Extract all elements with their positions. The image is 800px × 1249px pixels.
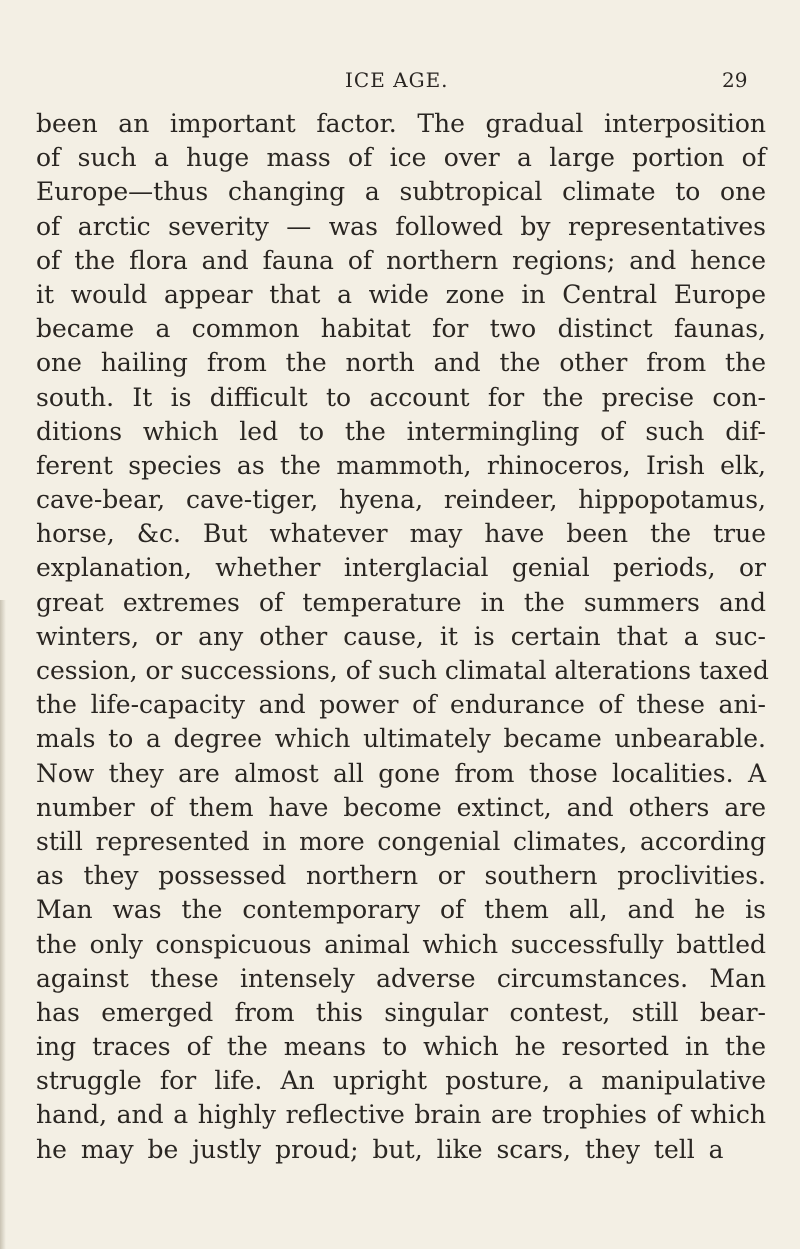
text-line: hand, and a highly reflective brain are trophies of which xyxy=(36,1100,766,1130)
text-line: cave-bear, cave-tiger, hyena, reindeer, hippopotamus, xyxy=(36,485,766,515)
text-line: became a common habitat for two distinct faunas, xyxy=(36,314,766,344)
running-title: ICE AGE. xyxy=(345,68,449,92)
text-line: cession, or successions, of such climatal alterations taxed xyxy=(36,656,769,685)
body-text xyxy=(36,107,769,1167)
text-line: it would appear that a wide zone in Central Europe xyxy=(36,279,766,309)
text-line: horse, &c. But whatever may have been the true xyxy=(36,519,766,549)
text-line: ferent species as the mammoth, rhinoceros, Irish elk, xyxy=(36,450,766,480)
text-line: ditions which led to the intermingling of such dif- xyxy=(36,416,766,446)
text-line: has emerged from this singular contest, still bear- xyxy=(36,997,766,1027)
text-line: he may be justly proud; but, like scars, they tell a xyxy=(36,1134,724,1164)
binding-edge-shadow xyxy=(0,600,6,1249)
text-line: great extremes of temperature in the summers and xyxy=(36,587,766,617)
text-line: of such a huge mass of ice over a large portion of xyxy=(36,143,766,173)
text-line: mals to a degree which ultimately became unbearable. xyxy=(36,724,766,754)
text-line: Now they are almost all gone from those localities. A xyxy=(36,758,766,788)
text-line: the life-capacity and power of endurance of these ani- xyxy=(36,690,766,720)
text-line: of arctic severity — was followed by representatives xyxy=(36,211,766,241)
text-line: explanation, whether interglacial genial periods, or xyxy=(36,553,766,583)
text-line: winters, or any other cause, it is certain that a suc- xyxy=(36,621,766,651)
page-number: 29 xyxy=(722,68,748,92)
text-line: against these intensely adverse circumstances. Man xyxy=(36,963,766,993)
text-line: been an important factor. The gradual interposition xyxy=(36,109,766,138)
text-line: as they possessed northern or southern proclivities. xyxy=(36,861,766,891)
text-line: Man was the contemporary of them all, and he is xyxy=(36,895,766,925)
text-line: south. It is difficult to account for the precise con- xyxy=(36,382,766,412)
text-line: ing traces of the means to which he resorted in the xyxy=(36,1032,766,1062)
text-line: Europe—thus changing a subtropical climate to one xyxy=(36,177,766,207)
text-line: struggle for life. An upright posture, a manipulative xyxy=(36,1066,766,1096)
text-line: one hailing from the north and the other from the xyxy=(36,348,766,378)
text-line: of the flora and fauna of northern regions; and hence xyxy=(36,245,766,275)
text-line: the only conspicuous animal which successfully battled xyxy=(36,929,766,959)
running-head xyxy=(0,68,800,98)
text-line: number of them have become extinct, and others are xyxy=(36,792,766,822)
text-line: still represented in more congenial climates, according xyxy=(36,826,766,856)
